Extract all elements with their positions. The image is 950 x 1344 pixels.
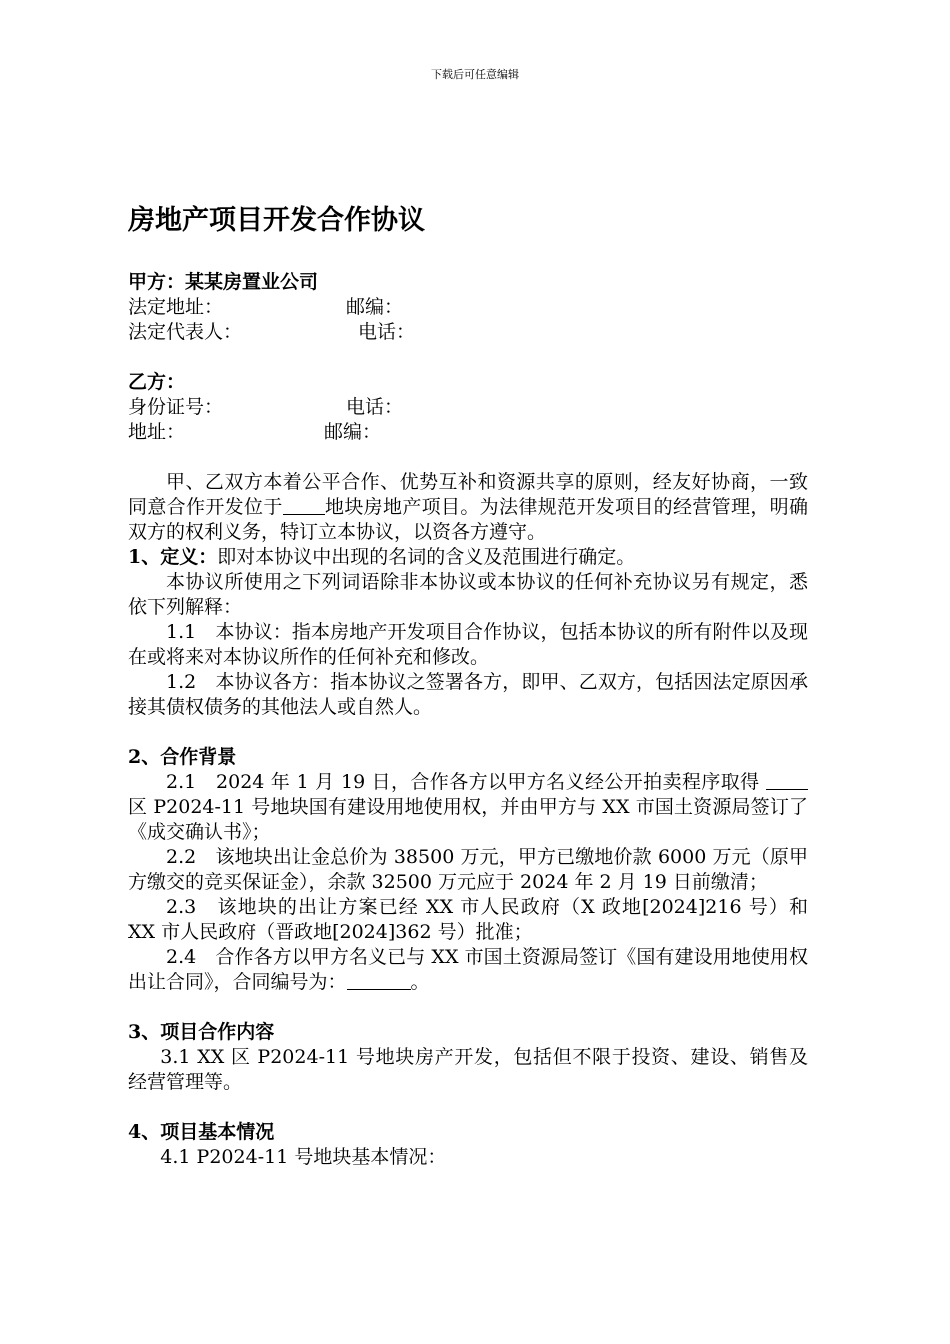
document-body (128, 270, 808, 1170)
party-a-postcode-label: 邮编： (346, 296, 404, 318)
party-b-label: 乙方： (128, 371, 186, 393)
header-note: 下载后可任意编辑 (431, 68, 519, 81)
party-a-address-line (128, 295, 808, 320)
section2-p2-3: 2.3 该地块的出让方案已经 XX 市人民政府（X 政地[2024]216 号）和 XX 市人民政府（晋政地[2024]362 号）批准； (128, 896, 808, 943)
section1-p1-2: 1.2 本协议各方：指本协议之签署各方，即甲、乙双方，包括因法定原因承接其债权债务的其他法人或自然人。 (128, 671, 808, 718)
contract-number-blank (347, 971, 411, 990)
party-b-address-line (128, 420, 808, 445)
district-blank (766, 771, 808, 790)
party-a-phone-label: 电话： (358, 321, 416, 343)
party-a-rep-label: 法定代表人： (128, 321, 243, 343)
party-b-phone-label: 电话： (346, 396, 404, 418)
document-title: 房地产项目开发合作协议 (128, 205, 425, 236)
location-blank (283, 496, 325, 515)
section1-heading-line (128, 545, 808, 570)
intro-part2: 地块房地产项目。为法律规范开发项目的经营管理，明确双方的权利义务，特订立本协议，以资各方遵守。 (128, 496, 808, 543)
party-a-address-label: 法定地址： (128, 296, 224, 318)
section4-p4-1: 4.1 P2024-11 号地块基本情况： (160, 1146, 447, 1168)
section2-p2-2: 2.2 该地块出让金总价为 38500 万元，甲方已缴地价款 6000 万元（原甲方缴交的竞买保证金），余款 32500 万元应于 2024 年 2 月 19 日前缴清； (128, 846, 808, 893)
party-b-postcode-label: 邮编： (324, 421, 382, 443)
section4-heading: 4、项目基本情况 (128, 1121, 275, 1143)
party-a-rep-line (128, 320, 808, 345)
section1-p1: 本协议所使用之下列词语除非本协议或本协议的任何补充协议另有规定，悉依下列解释： (128, 571, 808, 618)
section2-p2-4 (128, 945, 808, 995)
section2-heading: 2、合作背景 (128, 746, 237, 768)
intro-paragraph (128, 470, 808, 545)
p2-4-part-b: 。 (410, 971, 430, 993)
intro-part1: 甲、乙双方本着公平合作、优势互补和资源共享的原则，经友好协商，一致同意合作开发位于 (128, 471, 808, 518)
section1-p1-1: 1.1 本协议：指本房地产开发项目合作协议，包括本协议的所有附件以及现在或将来对本协议所作的任何补充和修改。 (128, 621, 808, 668)
p2-1-part-b: 区 P2024-11 号地块国有建设用地使用权，并由甲方与 XX 市国土资源局签订了《成交确认书》； (128, 796, 808, 843)
section2-p2-1 (128, 770, 808, 845)
section1-heading: 1、定义： (128, 546, 218, 568)
party-b-address-label: 地址： (128, 421, 186, 443)
section3-heading: 3、项目合作内容 (128, 1021, 275, 1043)
party-a-label: 甲方：某某房置业公司 (128, 271, 319, 293)
section3-p3-1: 3.1 XX 区 P2024-11 号地块房产开发，包括但不限于投资、建设、销售及经营管理等。 (128, 1046, 808, 1093)
section1-heading-rest: 即对本协议中出现的名词的含义及范围进行确定。 (217, 546, 636, 568)
party-b-id-line (128, 395, 808, 420)
party-b-id-label: 身份证号： (128, 396, 224, 418)
p2-1-part-a: 2.1 2024 年 1 月 19 日，合作各方以甲方名义经公开拍卖程序取得 (166, 771, 766, 793)
p2-4-part-a: 2.4 合作各方以甲方名义已与 XX 市国土资源局签订《国有建设用地使用权出让合同》，合同编号为： (128, 946, 808, 993)
